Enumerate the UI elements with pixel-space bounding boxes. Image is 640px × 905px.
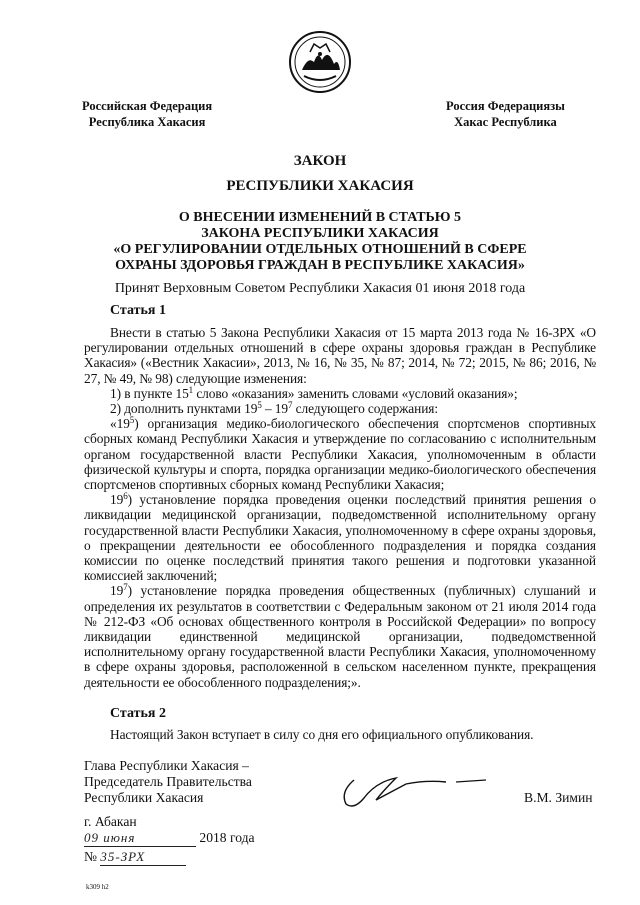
article2-heading: Статья 2 — [110, 706, 166, 721]
article1-body — [84, 325, 596, 690]
law-number-line — [84, 849, 186, 866]
article1-point-19-6: $19^6$) установление порядка проведения оценки последствий принятия решения о ликвидации медицинской организации, подведомственной исполнительному органу государственной власти Республики Хакасия, уполномоченному в сфере охраны здоровья, о прекращении деятельности ее обособленного подразделения и порядка создания комиссии по оценке последствий принятия такого решения и подготовки указанной комиссией заключений; — [84, 491, 596, 584]
law-number-handwritten: 35-ЗРХ — [100, 849, 186, 866]
city: г. Абакан — [84, 814, 137, 829]
subtitle-line2: ЗАКОНА РЕСПУБЛИКИ ХАКАСИЯ — [201, 226, 439, 241]
header-right-line1: Россия Федерациязы — [446, 99, 565, 113]
header-right — [446, 98, 565, 130]
article1-intro: Внести в статью 5 Закона Республики Хакасия от 15 марта 2013 года № 16-ЗРХ «О регулировании отдельных отношений в сфере охраны здоровья граждан в Республике Хакасия» («Вестник Хакасии», 2013, № 16, № 35, № 87; 2014, № 72; 2015, № 86; 2016, № 27, № 49, № 98) следующие изменения: — [84, 325, 596, 386]
article1-point-19-5: «$19^5$) организация медико-биологического обеспечения спортсменов спортивных сборных команд Республики Хакасия и утверждение по согласованию с исполнительным органом государственной власти Республики Хакасия, уполномоченным в области физической культуры и спорта, порядка организации медико-биологического обеспечения спортсменов спортивных сборных команд Республики Хакасия; — [84, 415, 596, 493]
law-number-prefix: № — [84, 849, 97, 864]
article1-point-19-7: $19^7$) установление порядка проведения общественных (публичных) слушаний и определения их результатов в соответствии с Федеральным законом от 21 июля 2014 года № 212-ФЗ «Об основах общественного контроля в Российской Федерации» по вопросу ликвидации единственной медицинской организации, подведомственной исполнительному органу государственной власти Республики Хакасия, уполномоченному в сфере охраны здоровья, расположенной в сельском населенном пункте, прекращения деятельности ее обособленного подразделения;». — [84, 582, 596, 690]
signatory-name: В.М. Зимин — [524, 790, 593, 805]
signatory-position-line3: Республики Хакасия — [84, 790, 204, 805]
header-right-line2: Хакас Республика — [454, 115, 557, 129]
header-left — [82, 98, 212, 130]
header-left-line1: Российская Федерация — [82, 99, 213, 113]
handwritten-signature — [336, 768, 496, 818]
date-year: 2018 года — [199, 830, 255, 845]
document-title-republic: РЕСПУБЛИКИ ХАКАСИЯ — [226, 178, 414, 194]
document-title-law: ЗАКОН — [293, 153, 347, 169]
signatory-position-line2: Председатель Правительства — [84, 774, 252, 789]
date-handwritten: 09 июня — [84, 830, 196, 847]
subtitle-line4: ОХРАНЫ ЗДОРОВЬЯ ГРАЖДАН В РЕСПУБЛИКЕ ХАКАСИЯ» — [115, 258, 525, 273]
adoption-line: Принят Верховным Советом Республики Хакасия 01 июня 2018 года — [114, 281, 526, 296]
coat-of-arms-emblem — [288, 30, 352, 94]
article2-text: Настоящий Закон вступает в силу со дня его официального опубликования. — [110, 727, 534, 742]
article1-item2: 2) дополнить пунктами $19^5 - 19^7$ следующего содержания: — [110, 400, 438, 417]
article2-body — [84, 727, 596, 742]
subtitle-line1: О ВНЕСЕНИИ ИЗМЕНЕНИЙ В СТАТЬЮ 5 — [178, 210, 462, 225]
date-line — [84, 830, 255, 847]
article1-item1: 1) в пункте $15^1$ слово «оказания» заменить словами «условий оказания»; — [110, 384, 518, 401]
article1-heading: Статья 1 — [110, 303, 166, 318]
signatory-position-line1: Глава Республики Хакасия – — [84, 758, 249, 773]
header-left-line2: Республика Хакасия — [88, 115, 206, 129]
subtitle-line3: «О РЕГУЛИРОВАНИИ ОТДЕЛЬНЫХ ОТНОШЕНИЙ В СФЕРЕ — [113, 242, 527, 257]
footer-code: k309 h2 — [86, 883, 109, 891]
signatory-position — [84, 758, 252, 806]
